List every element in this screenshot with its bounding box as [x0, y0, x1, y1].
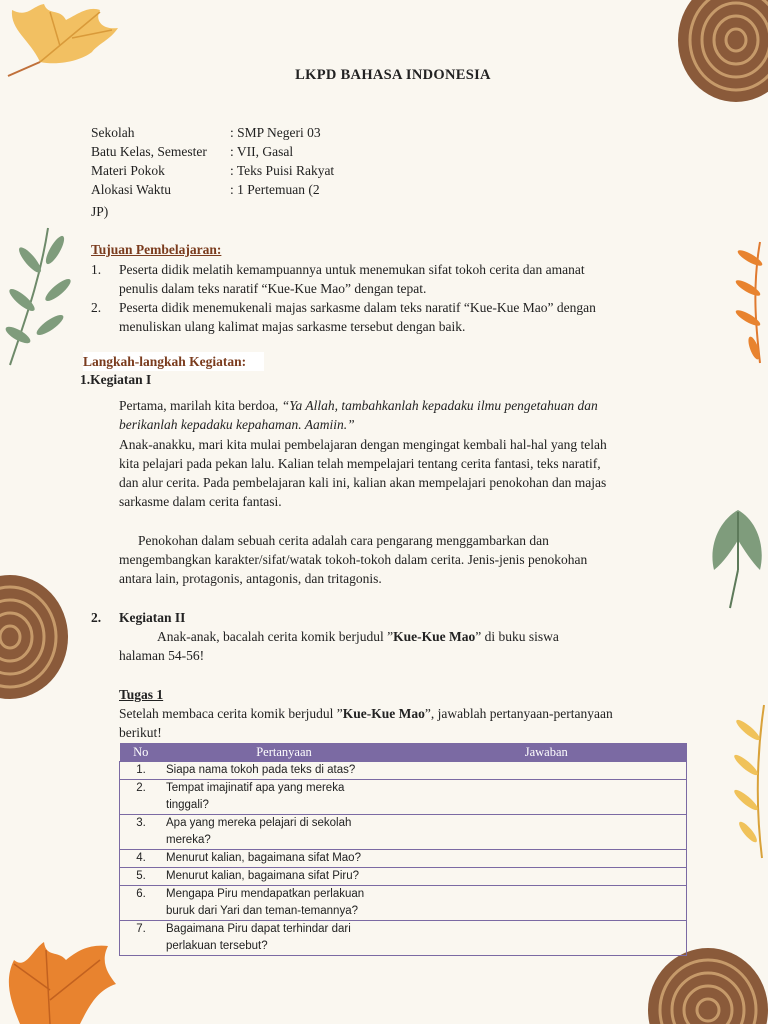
langkah-heading: Langkah-langkah Kegiatan:: [83, 352, 264, 371]
info-wrap-text: JP): [91, 204, 109, 219]
comic-title: Kue-Kue Mao: [342, 706, 425, 721]
question-text: Apa yang mereka pelajari di sekolah: [166, 817, 352, 829]
tree-ring-left-icon: [0, 572, 72, 702]
green-leaf-branch-left-icon: [0, 220, 80, 370]
table-header-jawaban: Jawaban: [406, 743, 687, 762]
tugas-text-b: ”, jawablah pertanyaan-pertanyaan: [424, 706, 613, 721]
table-row: [120, 780, 687, 815]
row-number: 5.: [120, 868, 163, 886]
penokohan-text: mengembangkan karakter/sifat/watak tokoh-tokoh dalam cerita. Jenis-jenis penokohan: [119, 552, 588, 567]
table-header-row: [120, 743, 687, 762]
tugas-text: berikut!: [119, 725, 162, 740]
question-text: Mengapa Piru mendapatkan perlakuan: [166, 888, 365, 900]
kegiatan2-text: halaman 54-56!: [119, 648, 205, 663]
kegiatan1-text: sarkasme dalam cerita fantasi.: [119, 494, 282, 509]
question-cell: [162, 850, 406, 868]
kegiatan1-text: Anak-anakku, mari kita mulai pembelajaran dengan mengingat kembali hal-hal yang telah: [119, 437, 607, 452]
prayer-text: “Ya Allah, tambahkanlah kepadaku ilmu pengetahuan dan: [281, 398, 598, 413]
green-leaf-right-icon: [706, 500, 768, 610]
info-label: Alokasi Waktu: [91, 182, 172, 197]
page-title: LKPD BAHASA INDONESIA: [295, 67, 491, 83]
tujuan-heading: Tujuan Pembelajaran:: [91, 242, 222, 257]
penokohan-text: Penokohan dalam sebuah cerita adalah cara pengarang menggambarkan dan: [138, 533, 549, 548]
table-header-pertanyaan: Pertanyaan: [162, 743, 406, 762]
tujuan-item-text: Peserta didik melatih kemampuannya untuk menemukan sifat tokoh cerita dan amanat: [119, 262, 585, 277]
kegiatan2-text-a: Anak-anak, bacalah cerita komik berjudul ”: [157, 629, 394, 644]
question-text: Menurut kalian, bagaimana sifat Piru?: [166, 870, 360, 882]
question-cell: [162, 815, 406, 850]
table-row: [120, 850, 687, 868]
answer-cell[interactable]: [406, 886, 687, 921]
tugas-heading: Tugas 1: [119, 687, 164, 702]
table-row: [120, 762, 687, 780]
row-number: 6.: [120, 886, 163, 921]
table-row: [120, 886, 687, 921]
row-number: 3.: [120, 815, 163, 850]
info-value: : VII, Gasal: [230, 144, 294, 159]
tujuan-item-text: penulis dalam teks naratif “Kue-Kue Mao” dengan tepat.: [119, 281, 427, 296]
question-text: Menurut kalian, bagaimana sifat Mao?: [166, 852, 361, 864]
question-text: Siapa nama tokoh pada teks di atas?: [166, 764, 356, 776]
answer-cell[interactable]: [406, 780, 687, 815]
tujuan-item-num: 1.: [91, 262, 102, 277]
tugas-text: [119, 704, 613, 723]
row-number: 2.: [120, 780, 163, 815]
info-label: Materi Pokok: [91, 163, 165, 178]
question-text: Tempat imajinatif apa yang mereka: [166, 782, 345, 794]
kegiatan2-num: 2.: [91, 610, 102, 625]
tujuan-item-text: menuliskan ulang kalimat majas sarkasme tersebut dengan baik.: [119, 319, 466, 334]
question-table: [119, 743, 687, 956]
penokohan-text: antara lain, protagonis, antagonis, dan tritagonis.: [119, 571, 382, 586]
info-label: Sekolah: [91, 125, 135, 140]
question-cell: [162, 780, 406, 815]
question-text: buruk dari Yari dan teman-temannya?: [166, 905, 358, 917]
info-value: : 1 Pertemuan (2: [230, 182, 320, 197]
question-cell: [162, 762, 406, 780]
prayer-intro: Pertama, marilah kita berdoa,: [119, 398, 282, 413]
kegiatan1-paragraph: [119, 396, 598, 415]
answer-cell[interactable]: [406, 868, 687, 886]
info-label: Batu Kelas, Semester: [91, 144, 207, 159]
tujuan-item-text: Peserta didik menemukenali majas sarkasme dalam teks naratif “Kue-Kue Mao” dengan: [119, 300, 596, 315]
kegiatan1-heading: 1.Kegiatan I: [80, 372, 152, 387]
kegiatan2-heading: Kegiatan II: [119, 610, 186, 625]
answer-cell[interactable]: [406, 850, 687, 868]
answer-cell[interactable]: [406, 762, 687, 780]
question-text: Bagaimana Piru dapat terhindar dari: [166, 923, 351, 935]
answer-cell[interactable]: [406, 921, 687, 956]
info-value: : Teks Puisi Rakyat: [230, 163, 335, 178]
kegiatan1-text: dan alur cerita. Pada pembelajaran kali ini, kalian akan mempelajari penokohan dan majas: [119, 475, 607, 490]
question-cell: [162, 886, 406, 921]
question-text: tinggali?: [166, 799, 209, 811]
row-number: 7.: [120, 921, 163, 956]
kegiatan1-text: kita pelajari pada pekan lalu. Kalian telah mempelajari tentang cerita fantasi, teks naratif,: [119, 456, 601, 471]
kegiatan2-text: [157, 627, 559, 646]
table-header-no: No: [120, 743, 163, 762]
row-number: 1.: [120, 762, 163, 780]
comic-title: Kue-Kue Mao: [393, 629, 476, 644]
prayer-text: berikanlah kepadaku kepahaman. Aamiin.”: [119, 417, 355, 432]
row-number: 4.: [120, 850, 163, 868]
table-row: [120, 921, 687, 956]
question-text: mereka?: [166, 834, 211, 846]
orange-leaf-branch-right-icon: [730, 238, 768, 368]
maple-leaf-bottom-left-icon: [0, 920, 120, 1024]
yellow-leaf-branch-right-icon: [722, 700, 768, 860]
question-cell: [162, 868, 406, 886]
table-row: [120, 815, 687, 850]
table-row: [120, 868, 687, 886]
tujuan-item-num: 2.: [91, 300, 102, 315]
question-text: perlakuan tersebut?: [166, 940, 268, 952]
tugas-text-a: Setelah membaca cerita komik berjudul ”: [119, 706, 343, 721]
info-value: : SMP Negeri 03: [230, 125, 321, 140]
question-cell: [162, 921, 406, 956]
tree-ring-top-right-icon: [676, 0, 768, 105]
kegiatan2-text-b: ” di buku siswa: [475, 629, 559, 644]
answer-cell[interactable]: [406, 815, 687, 850]
